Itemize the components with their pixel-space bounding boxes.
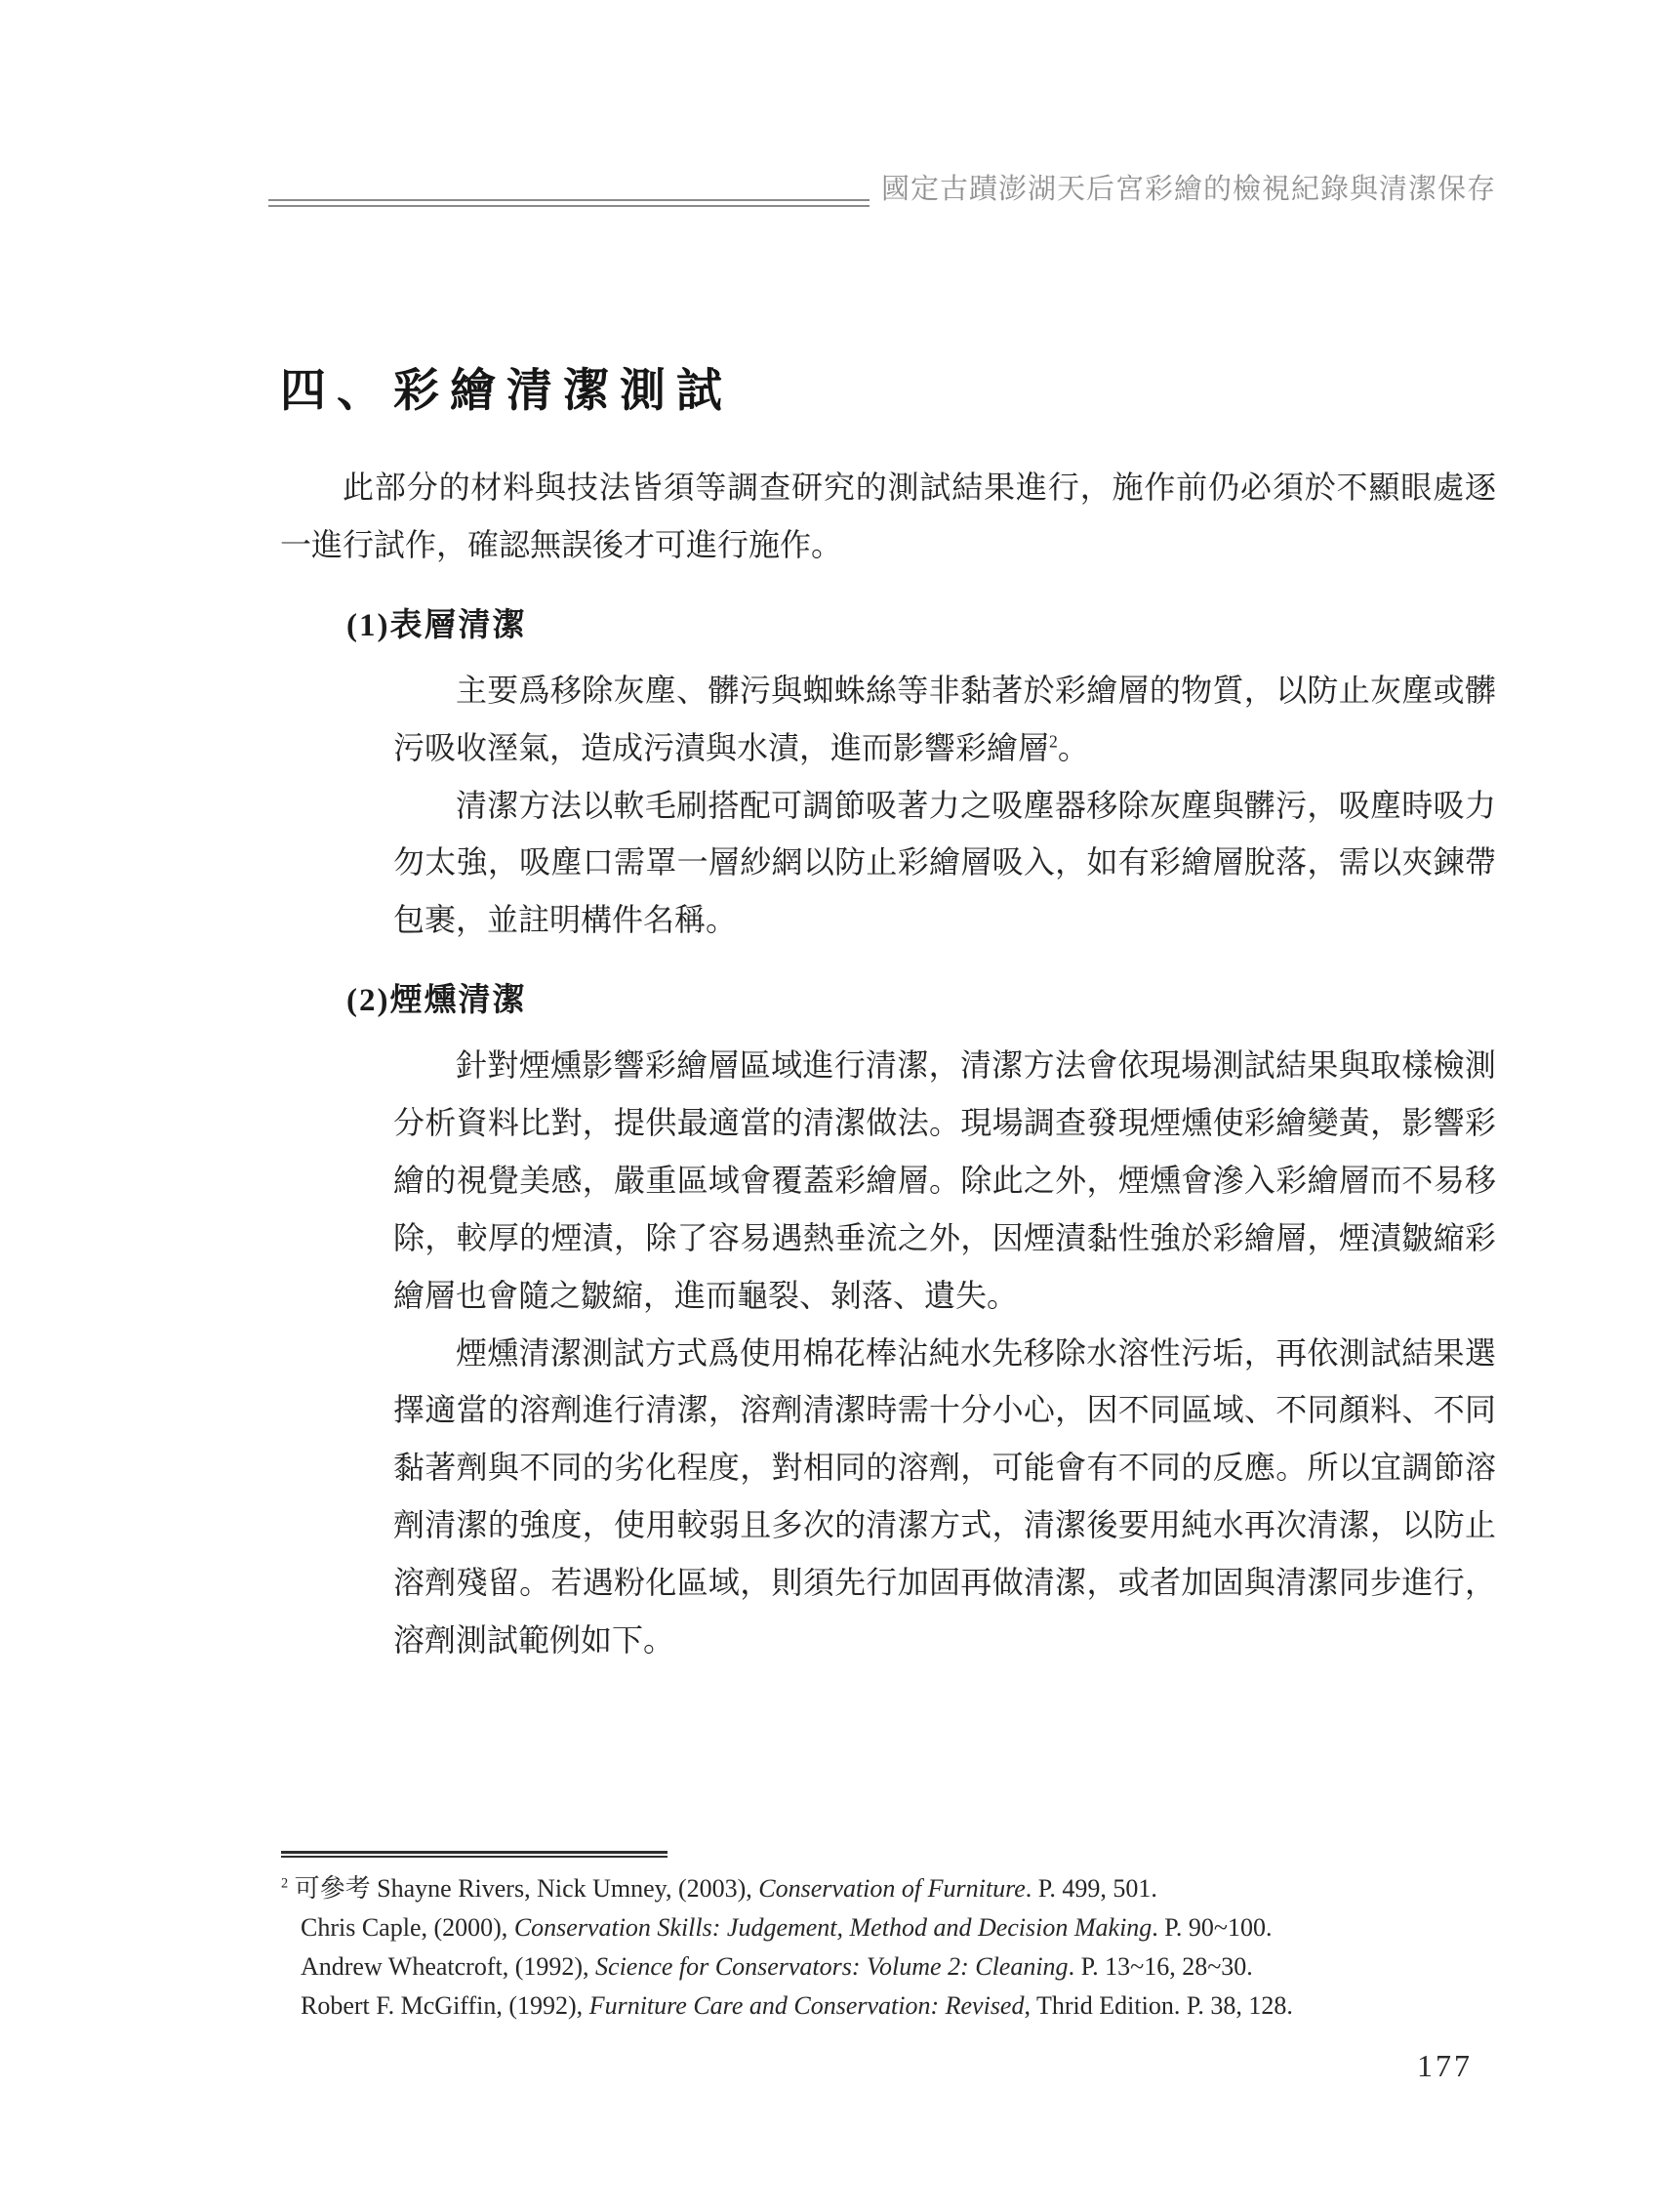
body-paragraph xyxy=(393,1325,1496,1669)
header-rule xyxy=(268,199,870,207)
footnote-rule xyxy=(281,1851,668,1858)
text-run: 可參考 Shayne Rivers, Nick Umney, (2003), xyxy=(288,1874,759,1903)
running-title: 國定古蹟澎湖天后宮彩繪的檢視紀錄與清潔保存 xyxy=(880,174,1496,205)
text-run: 煙燻清潔測試方式爲使用棉花棒沾純水先移除水溶性污垢，再依測試結果選擇適當的溶劑進行清潔，溶劑清潔時需十分小心，因不同區域、不同顏料、不同黏著劑與不同的劣化程度，對相同的溶劑，可能會有不同的反應。所以宜調節溶劑清潔的強度，使用較弱且多次的清潔方式，清潔後要用純水再次清潔，以防止溶劑殘留。若遇粉化區域，則須先行加固再做清潔，或者加固與清潔同步進行，溶劑測試範例如下。 xyxy=(393,1334,1496,1658)
body-paragraph xyxy=(393,662,1496,777)
footnote-marker: 2 xyxy=(1049,730,1058,751)
page-header xyxy=(268,164,1496,223)
text-run: . P. 13~16, 28~30. xyxy=(1068,1952,1253,1981)
text-run: 清潔方法以軟毛刷搭配可調節吸著力之吸塵器移除灰塵與髒污，吸塵時吸力勿太強，吸塵口需罩一層紗網以防止彩繪層吸入，如有彩繪層脫落，需以夾鍊帶包裹，並註明構件名稱。 xyxy=(393,787,1496,938)
subsection-heading-surface-cleaning: (1)表層清潔 xyxy=(346,607,527,643)
text-run: Robert F. McGiffin, (1992), xyxy=(301,1991,589,2020)
footnote-line xyxy=(281,1987,1497,2026)
text-run: 針對煙燻影響彩繪層區域進行清潔，清潔方法會依現場測試結果與取樣檢測分析資料比對，提供最適當的清潔做法。現場調查發現煙燻使彩繪變黃，影響彩繪的視覺美感，嚴重區域會覆蓋彩繪層。除此之外，煙燻會滲入彩繪層而不易移除，較厚的煙漬，除了容易遇熱垂流之外，因煙漬黏性強於彩繪層，煙漬皺縮彩繪層也會隨之皺縮，進而龜裂、剝落、遺失。 xyxy=(393,1047,1496,1313)
subsection-heading-smoke-cleaning: (2)煙燻清潔 xyxy=(346,983,527,1019)
text-run: , Thrid Edition. P. 38, 128. xyxy=(1024,1991,1293,2020)
text-run: 。 xyxy=(1057,729,1089,765)
page-number: 177 xyxy=(1417,2048,1473,2083)
cited-title: Conservation of Furniture xyxy=(758,1874,1026,1903)
cited-title: Conservation Skills: Judgement, Method and Decision Making xyxy=(513,1913,1153,1942)
article xyxy=(280,363,1496,1669)
text-run: Andrew Wheatcroft, (1992), xyxy=(301,1952,596,1981)
body-paragraph xyxy=(393,1037,1496,1324)
intro-paragraph: 此部分的材料與技法皆須等調查研究的測試結果進行，施作前仍必須於不顯眼處逐一進行試作，確認無誤後才可進行施作。 xyxy=(280,470,1496,562)
cited-title: Furniture Care and Conservation: Revised xyxy=(588,1991,1025,2020)
footnote-line xyxy=(281,1869,1497,1908)
text-run: Chris Caple, (2000), xyxy=(301,1913,514,1942)
footnote-line xyxy=(281,1908,1497,1947)
text-run: 主要爲移除灰塵、髒污與蜘蛛絲等非黏著於彩繪層的物質，以防止灰塵或髒污吸收溼氣，造成污漬與水漬，進而影響彩繪層 xyxy=(393,672,1496,765)
cited-title: Science for Conservators: Volume 2: Cleaning xyxy=(595,1952,1069,1981)
footnote-marker: 2 xyxy=(281,1875,289,1892)
section-title: 四、彩繪清潔測試 xyxy=(280,366,733,417)
footnotes xyxy=(281,1851,1497,2026)
footnote-line xyxy=(281,1947,1497,1987)
text-run: . P. 499, 501. xyxy=(1025,1874,1157,1903)
text-run: . P. 90~100. xyxy=(1152,1913,1273,1942)
body-paragraph xyxy=(393,777,1496,950)
